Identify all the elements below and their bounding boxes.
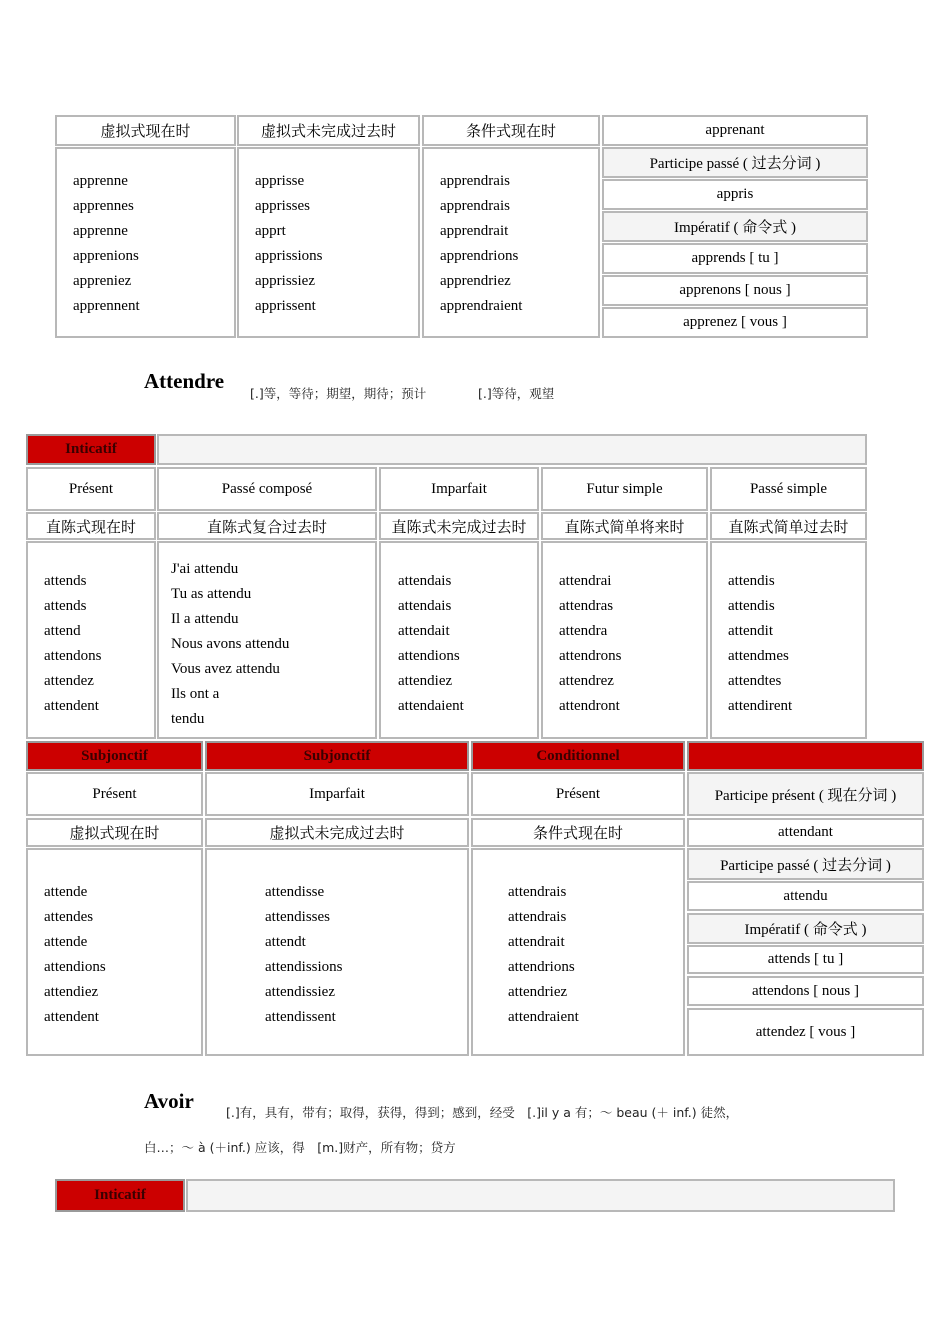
form: attende xyxy=(44,884,88,900)
tense-passe-compose: Passé composé xyxy=(157,467,377,511)
form: attendait xyxy=(398,623,450,639)
participe-present-value: attendant xyxy=(687,818,924,847)
form: attendraient xyxy=(508,1009,579,1025)
participe-passe-label: Participe passé ( 过去分词 ) xyxy=(602,147,868,178)
imperatif-tu: apprends [ tu ] xyxy=(602,243,868,274)
form: attendent xyxy=(44,1009,99,1025)
mood-label-empty xyxy=(687,741,924,771)
form: attendrez xyxy=(559,673,614,689)
form: attendtes xyxy=(728,673,782,689)
form: apprissions xyxy=(255,248,323,264)
imperatif-nous: apprenons [ nous ] xyxy=(602,275,868,306)
form: attendrons xyxy=(559,648,622,664)
form: attendissiez xyxy=(265,984,335,1000)
form: attendra xyxy=(559,623,608,639)
form: Vous avez attendu xyxy=(171,661,280,677)
form: attendirent xyxy=(728,698,793,714)
form: apprendriez xyxy=(440,273,511,289)
conjugation-cell xyxy=(237,147,420,338)
form: attendissions xyxy=(265,959,343,975)
form: attendis xyxy=(728,598,775,614)
conjugation-cell xyxy=(55,147,236,338)
form: apprisses xyxy=(255,198,310,214)
mood-tense-cn: 虚拟式现在时 xyxy=(26,818,203,847)
form: attends xyxy=(44,598,87,614)
form: Ils ont a xyxy=(171,686,220,702)
conjugation-list xyxy=(728,569,792,719)
conjugation-list xyxy=(508,880,579,1030)
form: attendissent xyxy=(265,1009,336,1025)
imperatif-nous: attendons [ nous ] xyxy=(687,976,924,1006)
conjugation-cell xyxy=(379,541,539,739)
form: apprissent xyxy=(255,298,316,314)
tense-cn: 直陈式未完成过去时 xyxy=(379,512,539,540)
imperatif-vous: apprenez [ vous ] xyxy=(602,307,868,338)
indicatif-label: Inticatif xyxy=(26,434,156,465)
form: apprisse xyxy=(255,173,305,189)
form: attendez xyxy=(44,673,94,689)
conjugation-cell xyxy=(710,541,867,739)
conjugation-cell xyxy=(26,541,156,739)
form: attendit xyxy=(728,623,773,639)
definition: [.]等，等待；期望，期待；预计 xyxy=(250,386,427,401)
conjugation-cell xyxy=(157,541,377,739)
definition: [.]等待，观望 xyxy=(478,386,555,401)
form: attendt xyxy=(265,934,306,950)
mood-tense-cn: 条件式现在时 xyxy=(471,818,685,847)
definition: [.]有，具有，带有；取得，获得，得到；感到，经受 [.]il y a 有；～ beau (＋ inf.) 徒然， xyxy=(226,1105,739,1120)
form: attendiez xyxy=(44,984,99,1000)
form: attendes xyxy=(44,909,94,925)
form: attendrais xyxy=(508,884,567,900)
form: attendras xyxy=(559,598,614,614)
form: tendu xyxy=(171,711,205,727)
imperatif-label: Impératif ( 命令式 ) xyxy=(602,211,868,242)
form: J'ai attendu xyxy=(171,561,239,577)
header-spacer xyxy=(157,434,867,465)
form: attendons xyxy=(44,648,102,664)
form: attendmes xyxy=(728,648,789,664)
form: attendrai xyxy=(559,573,612,589)
conjugation-list xyxy=(265,880,343,1030)
form: attendent xyxy=(44,698,99,714)
form: attendions xyxy=(398,648,460,664)
mood-tense-cn: 虚拟式未完成过去时 xyxy=(205,818,469,847)
participe-present-value: apprenant xyxy=(602,115,868,146)
form: attend xyxy=(44,623,81,639)
header-cond-present: 条件式现在时 xyxy=(422,115,600,146)
form: apprendrais xyxy=(440,173,510,189)
form: apprendrais xyxy=(440,198,510,214)
conjugation-list xyxy=(398,569,464,719)
form: attendrait xyxy=(508,934,565,950)
conjugation-list xyxy=(440,169,522,319)
mood-tense: Imparfait xyxy=(205,772,469,816)
form: appreniez xyxy=(73,273,132,289)
mood-tense: Présent xyxy=(471,772,685,816)
conjugation-cell xyxy=(205,848,469,1056)
tense-cn: 直陈式复合过去时 xyxy=(157,512,377,540)
tense-cn: 直陈式简单过去时 xyxy=(710,512,867,540)
tense-imparfait: Imparfait xyxy=(379,467,539,511)
form: Il a attendu xyxy=(171,611,239,627)
form: apprenne xyxy=(73,223,128,239)
imperatif-label: Impératif ( 命令式 ) xyxy=(687,913,924,944)
indicatif-label: Inticatif xyxy=(55,1179,185,1212)
conjugation-list xyxy=(44,569,102,719)
participe-passe-label: Participe passé ( 过去分词 ) xyxy=(687,848,924,880)
form: attende xyxy=(44,934,88,950)
mood-label: Conditionnel xyxy=(471,741,685,771)
form: attendrais xyxy=(508,909,567,925)
conjugation-list xyxy=(44,880,106,1030)
imperatif-vous: attendez [ vous ] xyxy=(687,1008,924,1056)
form: apprendrait xyxy=(440,223,509,239)
form: attendisse xyxy=(265,884,325,900)
form: apprendrions xyxy=(440,248,519,264)
form: apprennes xyxy=(73,198,134,214)
conjugation-list xyxy=(255,169,323,319)
form: attendions xyxy=(44,959,106,975)
form: attendront xyxy=(559,698,620,714)
form: attendiez xyxy=(398,673,453,689)
form: attendis xyxy=(728,573,775,589)
conjugation-list xyxy=(559,569,621,719)
form: attendais xyxy=(398,598,452,614)
conjugation-cell xyxy=(26,848,203,1056)
form: Nous avons attendu xyxy=(171,636,290,652)
form: apprennent xyxy=(73,298,140,314)
conjugation-list xyxy=(73,169,140,319)
header-subj-present: 虚拟式现在时 xyxy=(55,115,236,146)
form: attendrions xyxy=(508,959,575,975)
form: attendaient xyxy=(398,698,464,714)
conjugation-cell xyxy=(541,541,708,739)
form: apprt xyxy=(255,223,286,239)
definition: 白…；～ à (＋inf.) 应该，得 [m.]财产，所有物；贷方 xyxy=(144,1140,456,1155)
conjugation-cell xyxy=(422,147,600,338)
verb-title-avoir: Avoir xyxy=(144,1089,194,1113)
tense-passe-simple: Passé simple xyxy=(710,467,867,511)
tense-cn: 直陈式现在时 xyxy=(26,512,156,540)
participe-passe-value: appris xyxy=(602,179,868,210)
tense-cn: 直陈式简单将来时 xyxy=(541,512,708,540)
form: apprendraient xyxy=(440,298,523,314)
participe-passe-value: attendu xyxy=(687,881,924,911)
form: Tu as attendu xyxy=(171,586,252,602)
tense-futur-simple: Futur simple xyxy=(541,467,708,511)
tense-present: Présent xyxy=(26,467,156,511)
form: apprissiez xyxy=(255,273,315,289)
form: attendais xyxy=(398,573,452,589)
form: attendriez xyxy=(508,984,568,1000)
mood-label: Subjonctif xyxy=(26,741,203,771)
header-spacer xyxy=(186,1179,895,1212)
mood-label: Subjonctif xyxy=(205,741,469,771)
form: attendisses xyxy=(265,909,330,925)
conjugation-list xyxy=(171,557,289,732)
mood-tense: Présent xyxy=(26,772,203,816)
verb-title-attendre: Attendre xyxy=(144,369,225,393)
header-subj-imparfait: 虚拟式未完成过去时 xyxy=(237,115,420,146)
form: apprenions xyxy=(73,248,139,264)
form: apprenne xyxy=(73,173,128,189)
form: attends xyxy=(44,573,87,589)
conjugation-cell xyxy=(471,848,685,1056)
participe-present-label: Participe présent ( 现在分词 ) xyxy=(687,772,924,816)
imperatif-tu: attends [ tu ] xyxy=(687,945,924,974)
